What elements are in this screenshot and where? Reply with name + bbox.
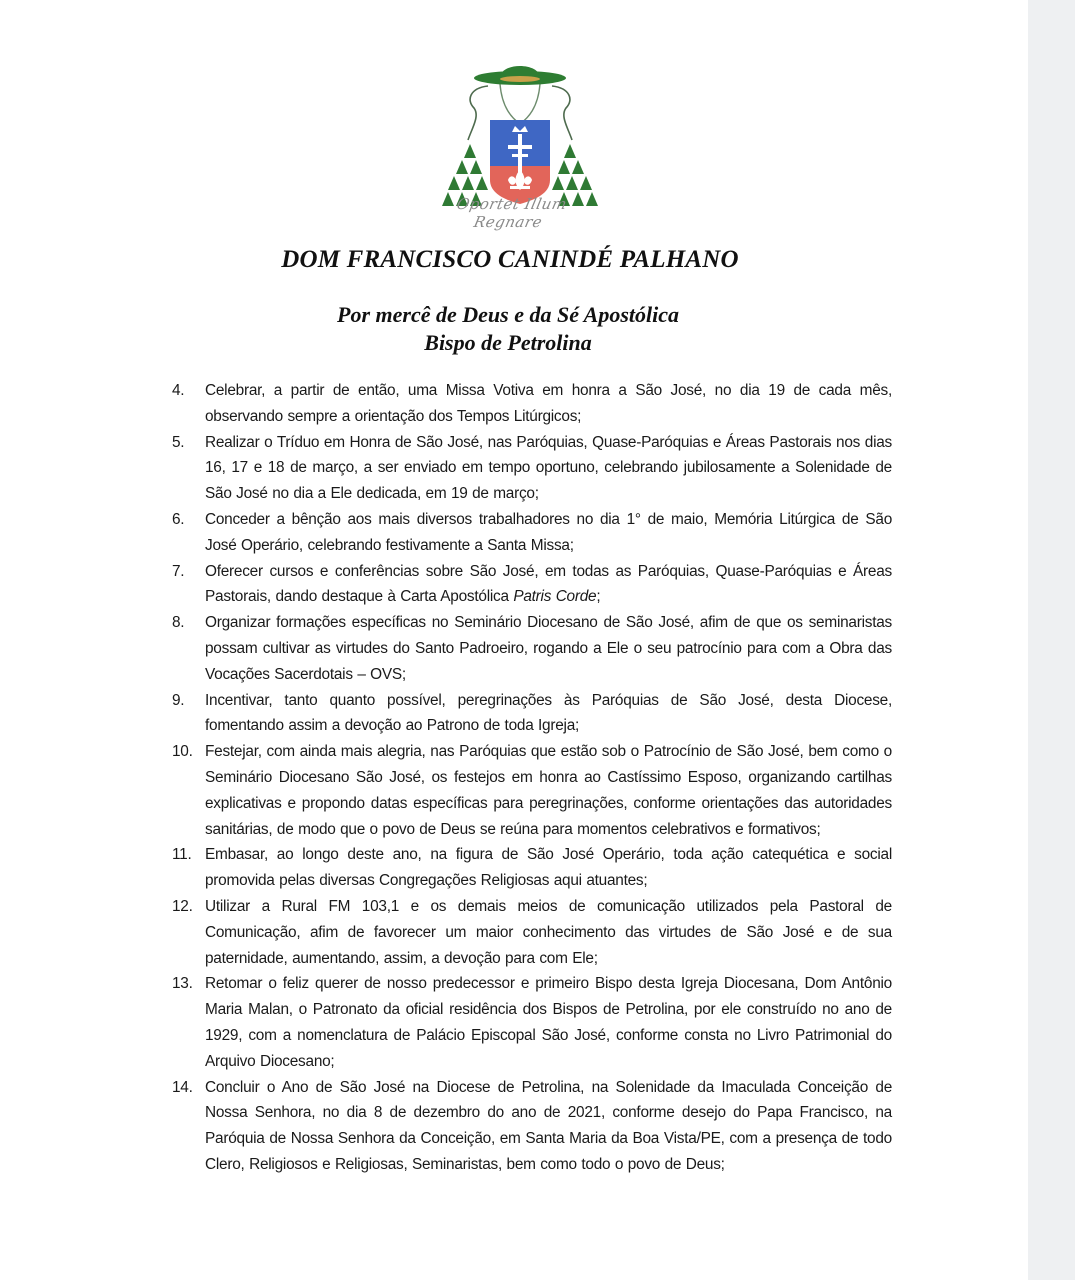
item-text: Concluir o Ano de São José na Diocese de Petrolina, na Solenidade da Imaculada Conceição de Nossa Senhora, no dia 8 de dezembro do ano de 2021, conforme desejo do Papa Francisco, na Paróquia de Nossa Senhora da Conceição, em Santa Maria da Boa Vista/PE, com a presença de todo Clero, Religiosos e Religiosas, Seminaristas, bem como todo o povo de Deus;: [205, 1078, 892, 1173]
item-text: Celebrar, a partir de então, uma Missa Votiva em honra a São José, no dia 19 de cada mês, observando sempre a orientação dos Tempos Litúrgicos;: [205, 382, 892, 425]
list-item: [172, 894, 892, 971]
bishop-name-title: DOM FRANCISCO CANINDÉ PALHANO: [281, 246, 739, 273]
item-number: 6.: [172, 510, 185, 528]
item-number: 5.: [172, 433, 185, 451]
list-item: [172, 688, 892, 740]
list-item: [172, 378, 892, 430]
list-item: [172, 971, 892, 1074]
list-item: [172, 507, 892, 559]
item-text: Festejar, com ainda mais alegria, nas Paróquias que estão sob o Patrocínio de São José, bem como o Seminário Diocesano São José, os festejos em honra ao Castíssimo Esposo, organizando cartilhas explicativas e propondo datas específicas para peregrinações, conforme orientações das autoridades sanitárias, de modo que o povo de Deus se reúna para momentos celebrativos e formativos;: [205, 743, 892, 838]
subtitle-line-2: Bispo de Petrolina: [424, 330, 592, 355]
item-text: Retomar o feliz querer de nosso predecessor e primeiro Bispo desta Igreja Diocesana, Dom Antônio Maria Malan, o Patronato da oficial residência dos Bispos de Petrolina, por ele construído no ano de 1929, com a nomenclatura de Palácio Episcopal São José, conforme consta no Livro Patrimonial do Arquivo Diocesano;: [205, 975, 892, 1070]
item-text: Conceder a bênção aos mais diversos trabalhadores no dia 1° de maio, Memória Litúrgica de São José Operário, celebrando festivamente a Santa Missa;: [205, 510, 892, 554]
item-text: Realizar o Tríduo em Honra de São José, nas Paróquias, Quase-Paróquias e Áreas Pastorais nos dias 16, 17 e 18 de março, a ser enviado em tempo oportuno, celebrando jubilosamente a Solenidade de São José no dia a Ele dedicada, em 19 de março;: [205, 433, 892, 503]
item-text: Utilizar a Rural FM 103,1 e os demais meios de comunicação utilizados pela Pastoral de Comunicação, afim de favorecer um maior conhecimento das virtudes de São José e de sua paternidade, aumentando, assim, a devoção para com Ele;: [205, 897, 892, 967]
item-number: 11.: [172, 846, 192, 864]
decree-items-list: [172, 378, 892, 1178]
item-number: 7.: [172, 562, 185, 580]
list-item: [172, 739, 892, 842]
list-item: [172, 1075, 892, 1178]
item-text-end: ;: [596, 588, 601, 606]
item-number: 14.: [172, 1078, 193, 1096]
item-number: 4.: [172, 382, 185, 399]
item-number: 13.: [172, 975, 193, 993]
list-item: [172, 842, 892, 894]
bishop-subtitle: [0, 301, 1016, 357]
item-number: 12.: [172, 897, 193, 915]
item-text: Embasar, ao longo deste ano, na figura de São José Operário, toda ação catequética e social promovida pelas diversas Congregações Religiosas aqui atuantes;: [205, 846, 892, 890]
item-number: 9.: [172, 691, 185, 709]
item-text: Oferecer cursos e conferências sobre São José, em todas as Paróquias, Quase-Paróquias e Áreas Pastorais, dando destaque à Carta Apostólica: [205, 562, 892, 606]
list-item: [172, 559, 892, 611]
item-text: Incentivar, tanto quanto possível, peregrinações às Paróquias de São José, desta Diocese, fomentando assim a devoção ao Patrono de toda Igreja;: [205, 691, 892, 735]
crest-motto: Oportet Illum Regnare: [455, 195, 569, 231]
list-item: [172, 610, 892, 687]
item-number: 10.: [172, 743, 193, 761]
list-item: [172, 430, 892, 507]
subtitle-line-1: Por mercê de Deus e da Sé Apostólica: [337, 302, 679, 327]
item-number: 8.: [172, 614, 185, 632]
item-text: Organizar formações específicas no Seminário Diocesano de São José, afim de que os seminaristas possam cultivar as virtudes do Santo Padroeiro, rogando a Ele o seu patrocínio para com a Obra das Vocações Sacerdotais – OVS;: [205, 614, 892, 683]
viewer-side-margin: [1028, 0, 1075, 1280]
item-text-italic: Patris Corde: [513, 588, 597, 606]
